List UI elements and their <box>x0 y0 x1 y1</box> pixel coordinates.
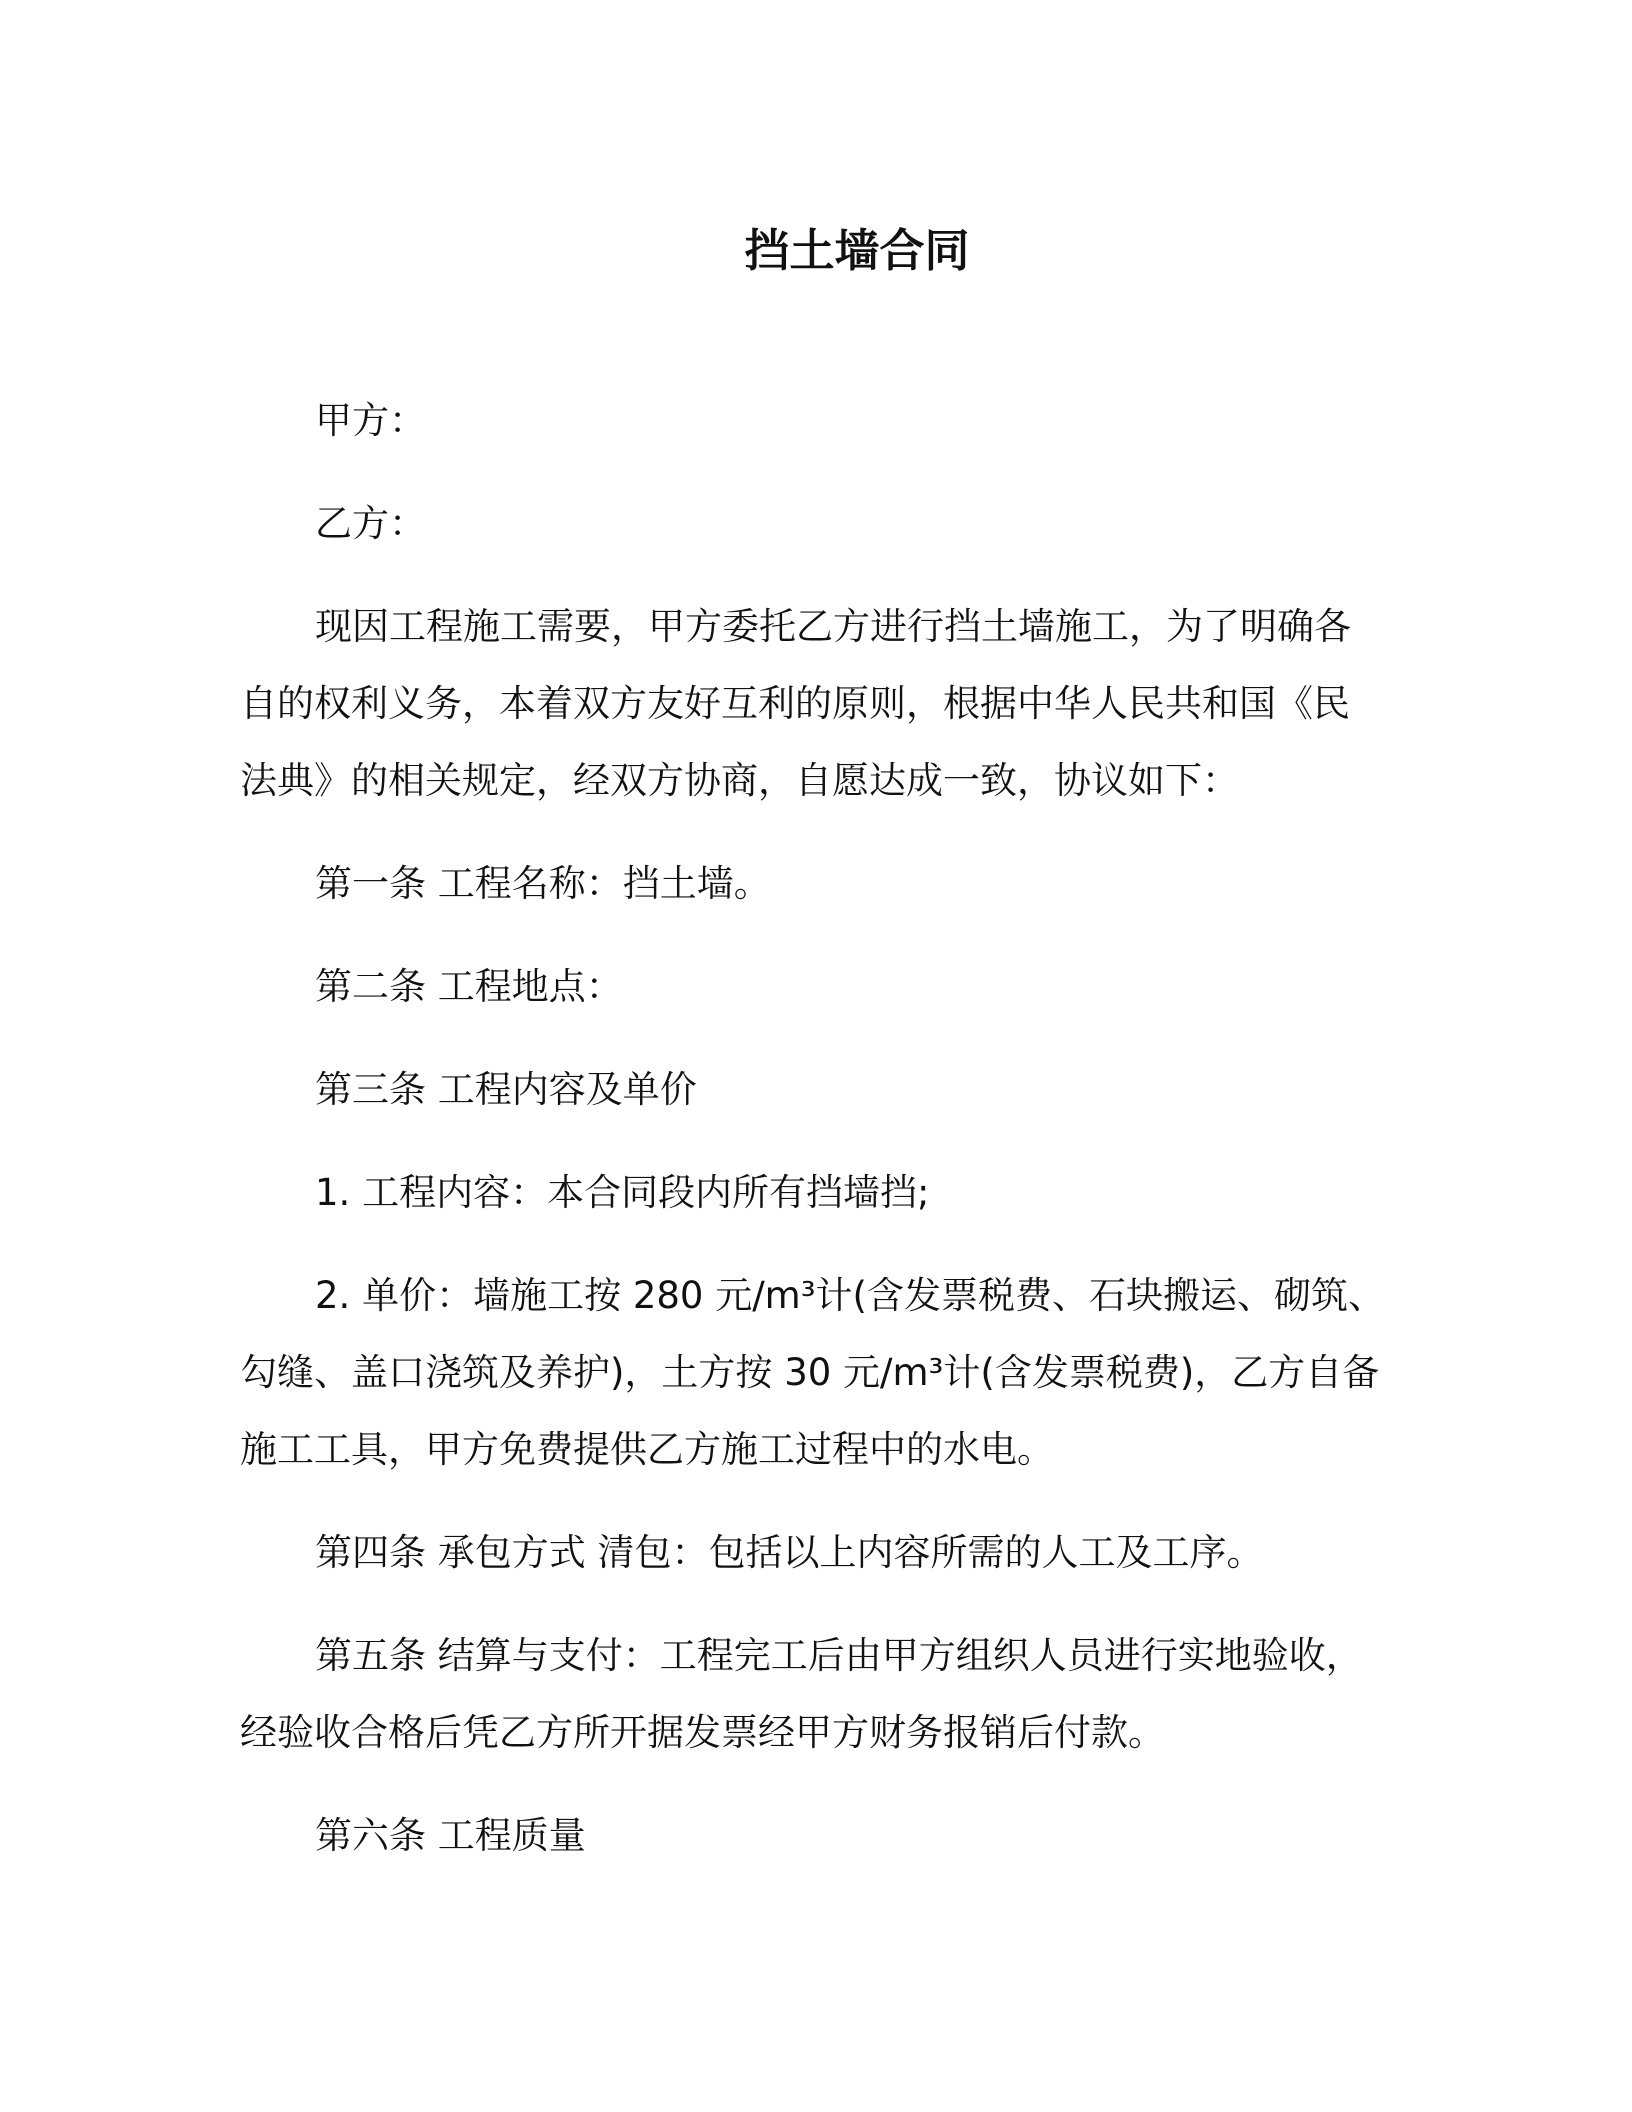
paragraph-line: 第一条 工程名称：挡土墙。 <box>315 862 771 905</box>
party-b-paragraph <box>240 485 1400 562</box>
party-a-paragraph <box>240 382 1400 459</box>
article-4-paragraph <box>240 1514 1400 1591</box>
paragraph-line: 现因工程施工需要，甲方委托乙方进行挡土墙施工，为了明确各 <box>315 605 1351 648</box>
document-body <box>240 382 1400 1900</box>
paragraph-line: 法典》的相关规定，经双方协商，自愿达成一致，协议如下： <box>240 759 1239 802</box>
paragraph-line: 第六条 工程质量 <box>315 1814 586 1857</box>
paragraph-line: 1. 工程内容：本合同段内所有挡墙挡; <box>315 1171 930 1214</box>
article-3-paragraph <box>240 1051 1400 1128</box>
paragraph-line: 2. 单价：墙施工按 280 元/m³计(含发票税费、石块搬运、砌筑、 <box>315 1274 1385 1317</box>
paragraph-line: 勾缝、盖口浇筑及养护)，土方按 30 元/m³计(含发票税费)，乙方自备 <box>240 1351 1380 1394</box>
paragraph-line: 乙方： <box>315 502 426 545</box>
paragraph-line: 第五条 结算与支付：工程完工后由甲方组织人员进行实地验收， <box>315 1634 1363 1677</box>
article-3-item-1-paragraph <box>240 1154 1400 1231</box>
paragraph-line: 第三条 工程内容及单价 <box>315 1068 697 1111</box>
paragraph-line: 第四条 承包方式 清包：包括以上内容所需的人工及工序。 <box>315 1531 1264 1574</box>
article-2-paragraph <box>240 948 1400 1025</box>
document-title: 挡土墙合同 <box>744 224 970 277</box>
article-5-paragraph <box>240 1617 1400 1771</box>
paragraph-line: 施工工具，甲方免费提供乙方施工过程中的水电。 <box>240 1428 1054 1471</box>
article-1-paragraph <box>240 845 1400 922</box>
paragraph-line: 经验收合格后凭乙方所开据发票经甲方财务报销后付款。 <box>240 1711 1165 1754</box>
paragraph-line: 自的权利义务，本着双方友好互利的原则，根据中华人民共和国《民 <box>240 682 1350 725</box>
article-6-paragraph <box>240 1797 1400 1874</box>
article-3-item-2-paragraph <box>240 1257 1400 1488</box>
preamble-paragraph <box>240 588 1400 819</box>
paragraph-line: 第二条 工程地点： <box>315 965 623 1008</box>
paragraph-line: 甲方： <box>315 399 426 442</box>
